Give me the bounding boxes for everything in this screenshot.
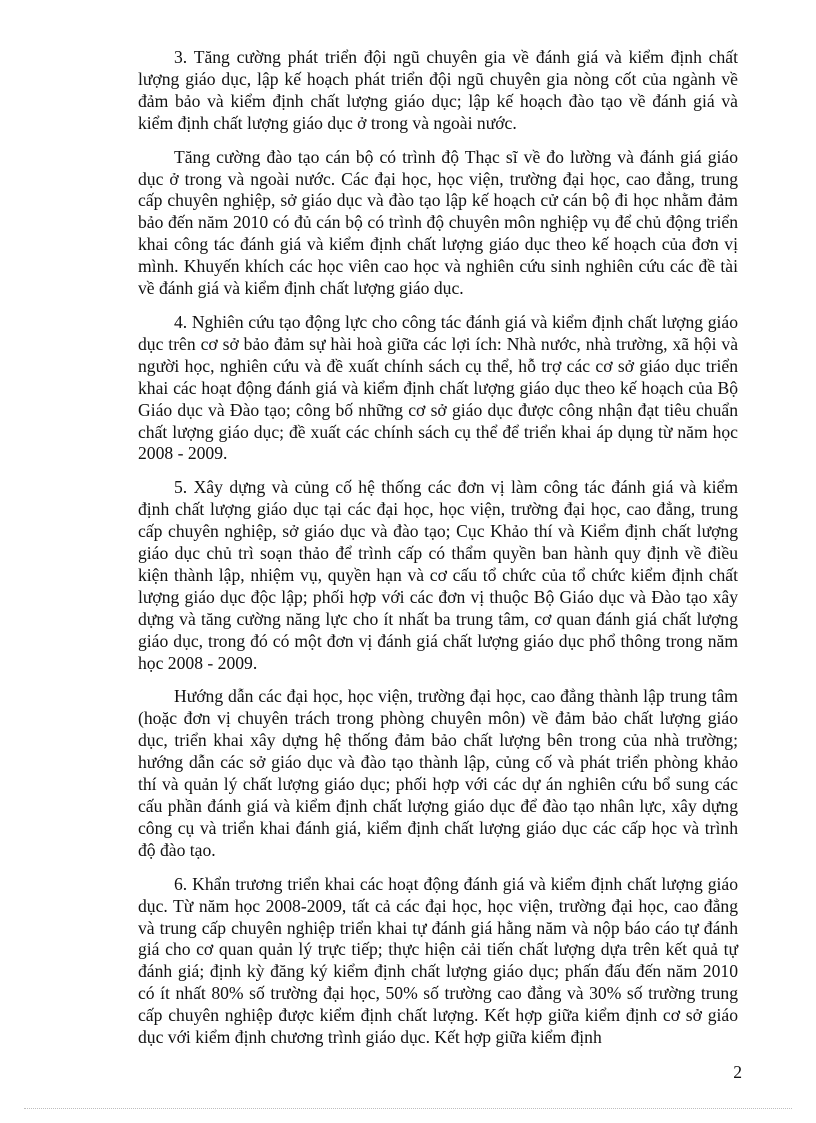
page-number: 2 [733,1062,742,1082]
paragraph-item-3: 3. Tăng cường phát triển đội ngũ chuyên gia về đánh giá và kiểm định chất lượng giáo dục, lập kế hoạch phát triển đội ngũ chuyên gia nòng cốt của ngành về đảm bảo và kiểm định chất lượng giáo dục; lập kế hoạch đào tạo về đánh giá và kiểm định chất lượng giáo dục ở trong và ngoài nước. [138,47,738,133]
page-bottom-divider [24,1108,792,1109]
paragraph-training-staff: Tăng cường đào tạo cán bộ có trình độ Thạc sĩ về đo lường và đánh giá giáo dục ở trong và ngoài nước. Các đại học, học viện, trường đại học, cao đẳng, trung cấp chuyên nghiệp, sở giáo dục và đào tạo lập kế hoạch cử cán bộ đi học nhằm đảm bảo đến năm 2010 có đủ cán bộ có trình độ chuyên môn nghiệp vụ để chủ động triển khai công tác đánh giá và kiểm định chất lượng giáo dục theo kế hoạch của đơn vị mình. Khuyến khích các học viên cao học và nghiên cứu sinh nghiên cứu các đề tài về đánh giá và kiểm định chất lượng giáo dục. [138,146,738,299]
paragraph-item-6: 6. Khẩn trương triển khai các hoạt động đánh giá và kiểm định chất lượng giáo dục. Từ năm học 2008-2009, tất cả các đại học, học viện, trường đại học, cao đẳng và trung cấp chuyên nghiệp triển khai tự đánh giá hằng năm và nộp báo cáo tự đánh giá cho cơ quan quản lý trực tiếp; thực hiện cải tiến chất lượng dựa trên kết quả tự đánh giá; định kỳ đăng ký kiểm định chất lượng giáo dục; phấn đấu đến năm 2010 có ít nhất 80% số trường đại học, 50% số trường cao đẳng và 30% số trường trung cấp chuyên nghiệp được kiểm định chất lượng. Kết hợp giữa kiểm định cơ sở giáo dục với kiểm định chương trình giáo dục. Kết hợp giữa kiểm định [138,873,738,1048]
paragraph-item-5: 5. Xây dựng và củng cố hệ thống các đơn vị làm công tác đánh giá và kiểm định chất lượng giáo dục tại các đại học, học viện, trường đại học, cao đẳng, trung cấp chuyên nghiệp, sở giáo dục và đào tạo; Cục Khảo thí và Kiểm định chất lượng giáo dục chủ trì soạn thảo để trình cấp có thẩm quyền ban hành quy định về điều kiện thành lập, nhiệm vụ, quyền hạn và cơ cấu tổ chức của tổ chức kiểm định chất lượng giáo dục độc lập; phối hợp với các đơn vị thuộc Bộ Giáo dục và Đào tạo xây dựng và tăng cường năng lực cho ít nhất ba trung tâm, cơ quan đánh giá chất lượng giáo dục, trong đó có một đơn vị đánh giá chất lượng giáo dục phổ thông trong năm học 2008 - 2009. [138,477,738,673]
page-body [138,47,738,1061]
paragraph-guidance: Hướng dẫn các đại học, học viện, trường đại học, cao đẳng thành lập trung tâm (hoặc đơn vị chuyên trách trong phòng chuyên môn) về đảm bảo chất lượng giáo dục, triển khai xây dựng hệ thống đảm bảo chất lượng bên trong của nhà trường; hướng dẫn các sở giáo dục và đào tạo thành lập, củng cố và phát triển phòng khảo thí và quản lý chất lượng giáo dục; phối hợp với các dự án nghiên cứu bổ sung các cấu phần đánh giá và kiểm định chất lượng giáo dục để đào tạo nhân lực, xây dựng công cụ và triển khai đánh giá, kiểm định chất lượng giáo dục các cấp học và trình độ đào tạo. [138,686,738,860]
paragraph-item-4: 4. Nghiên cứu tạo động lực cho công tác đánh giá và kiểm định chất lượng giáo dục trên cơ sở bảo đảm sự hài hoà giữa các lợi ích: Nhà nước, nhà trường, xã hội và người học, nghiên cứu và đề xuất chính sách cụ thể, hỗ trợ các cơ sở giáo dục triển khai các hoạt động đánh giá và kiểm định chất lượng giáo dục theo kế hoạch của Bộ Giáo dục và Đào tạo; công bố những cơ sở giáo dục được công nhận đạt tiêu chuẩn chất lượng giáo dục; đề xuất các chính sách cụ thể để triển khai áp dụng từ năm học 2008 - 2009. [138,311,738,464]
